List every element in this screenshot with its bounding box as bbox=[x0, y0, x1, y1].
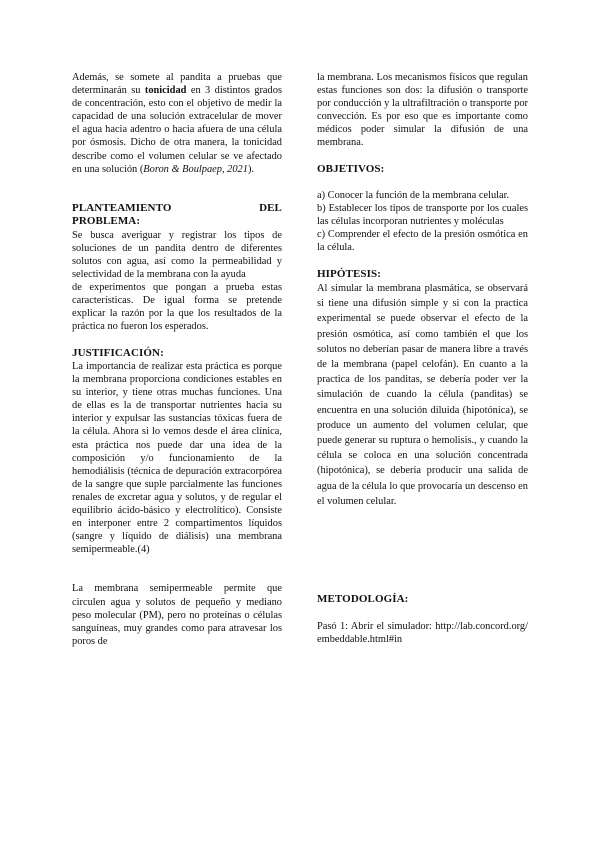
objetivos-heading: OBJETIVOS: bbox=[317, 162, 385, 175]
justificacion-body: La importancia de realizar esta práctica es porque la membrana proporciona condiciones estables en su interior, y tiene otras muchas funciones. Una de ellas es la de transportar nutrientes hacia su interior y expulsar las sustancias tóxicas fuera de la célula. Ahora si lo vemos desde el área clínica, esta práctica nos puede dar una idea de la composición y/o funcionamiento de la hemodiálisis (técnica de depuración extracorpórea de la sangre que suple parcialmente las funciones renales de excretar agua y solutos, y de regular el equilibrio ácido-básico y electrolítico). Consiste en interponer entre 2 compartimentos líquidos (sangre y líquido de diálisis) una membrana semipermeable.(4) bbox=[72, 361, 282, 556]
planteamiento-body-cont: de experimentos que pongan a prueba estas características. De igual forma se pretende explicar la razón por la que los resultados de la práctica no fueron los esperados. bbox=[72, 282, 282, 333]
intro-text: Además, se somete al pandita a pruebas que determinarán su bbox=[72, 72, 282, 97]
citation: Boron & Boulpaep, 2021 bbox=[143, 163, 248, 175]
justificacion-heading: JUSTIFICACIÓN: bbox=[72, 346, 164, 359]
hipotesis-heading: HIPÓTESIS: bbox=[317, 267, 381, 280]
intro-text-cont: en 3 distintos grados de concentración, esto con el objetivo de medir la capacidad de una solución extracelular de mover el agua hacia adentro o hacia afuera de una célula por ósmosis. Dicho de otra manera, la tonicidad describe como el volumen celular se ve afectado en una solución ( bbox=[72, 85, 282, 175]
membrana-paragraph: La membrana semipermeable permite que circulen agua y solutos de pequeño y mediano peso molecular (PM), pero no proteínas o células sanguíneas, muy grandes como para atravesar los poros de bbox=[72, 583, 282, 647]
heading-word: PLANTEAMIENTO bbox=[72, 201, 172, 214]
left-column bbox=[72, 71, 282, 648]
objetivo-c: c) Comprender el efecto de la presión osmótica en la célula. bbox=[317, 229, 528, 254]
continuation-paragraph: la membrana. Los mecanismos físicos que regulan estas funciones son dos: la difusión o transporte por conducción y la ultrafiltración o transporte por convección. Es por eso que es importante como médicos poder simular la difusión de una membrana. bbox=[317, 72, 528, 149]
heading-word: DEL bbox=[259, 201, 282, 214]
planteamiento-body: Se busca averiguar y registrar los tipos de soluciones de un pandita dentro de diferentes solutos con agua, así como la permeabilidad y selectividad de la membrana con la ayuda bbox=[72, 229, 282, 281]
intro-text-end: ). bbox=[247, 163, 255, 175]
hipotesis-body: Al simular la membrana plasmática, se observará si tiene una difusión simple y si con la practica experimental se puede observar el efecto de la presión osmótica, así como también el que los solutos no deberían pasar de manera libre a través de la membrana (papel celofán). En cuanto a la practica de los panditas, se debería poder ver la simulación de cuando la célula (panditas) se encuentra en una solución diluida (hipotónica), se produce un aumento del volumen celular, que puede generar su ruptura o hemolisis., y cuando la célula se coloca en una solución concentrada (hipotónica), se debería producir una salida de agua de la célula lo que provocaría un descenso en el volumen celular. bbox=[317, 283, 528, 507]
intro-paragraph bbox=[72, 71, 282, 176]
metodologia-heading: METODOLOGÍA: bbox=[317, 593, 409, 606]
tonicidad-keyword: tonicidad bbox=[144, 85, 187, 97]
objetivo-b: b) Establecer los tipos de transporte por los cuales las células incorporan nutrientes y moléculas bbox=[317, 203, 528, 228]
planteamiento-heading-line2: PROBLEMA: bbox=[72, 215, 141, 228]
objetivo-a: a) Conocer la función de la membrana celular. bbox=[317, 190, 510, 202]
planteamiento-heading bbox=[72, 202, 282, 216]
right-column bbox=[317, 71, 528, 646]
metodologia-paso: Pasó 1: Abrir el simulador: http://lab.concord.org/embeddable.html#in bbox=[317, 620, 528, 645]
